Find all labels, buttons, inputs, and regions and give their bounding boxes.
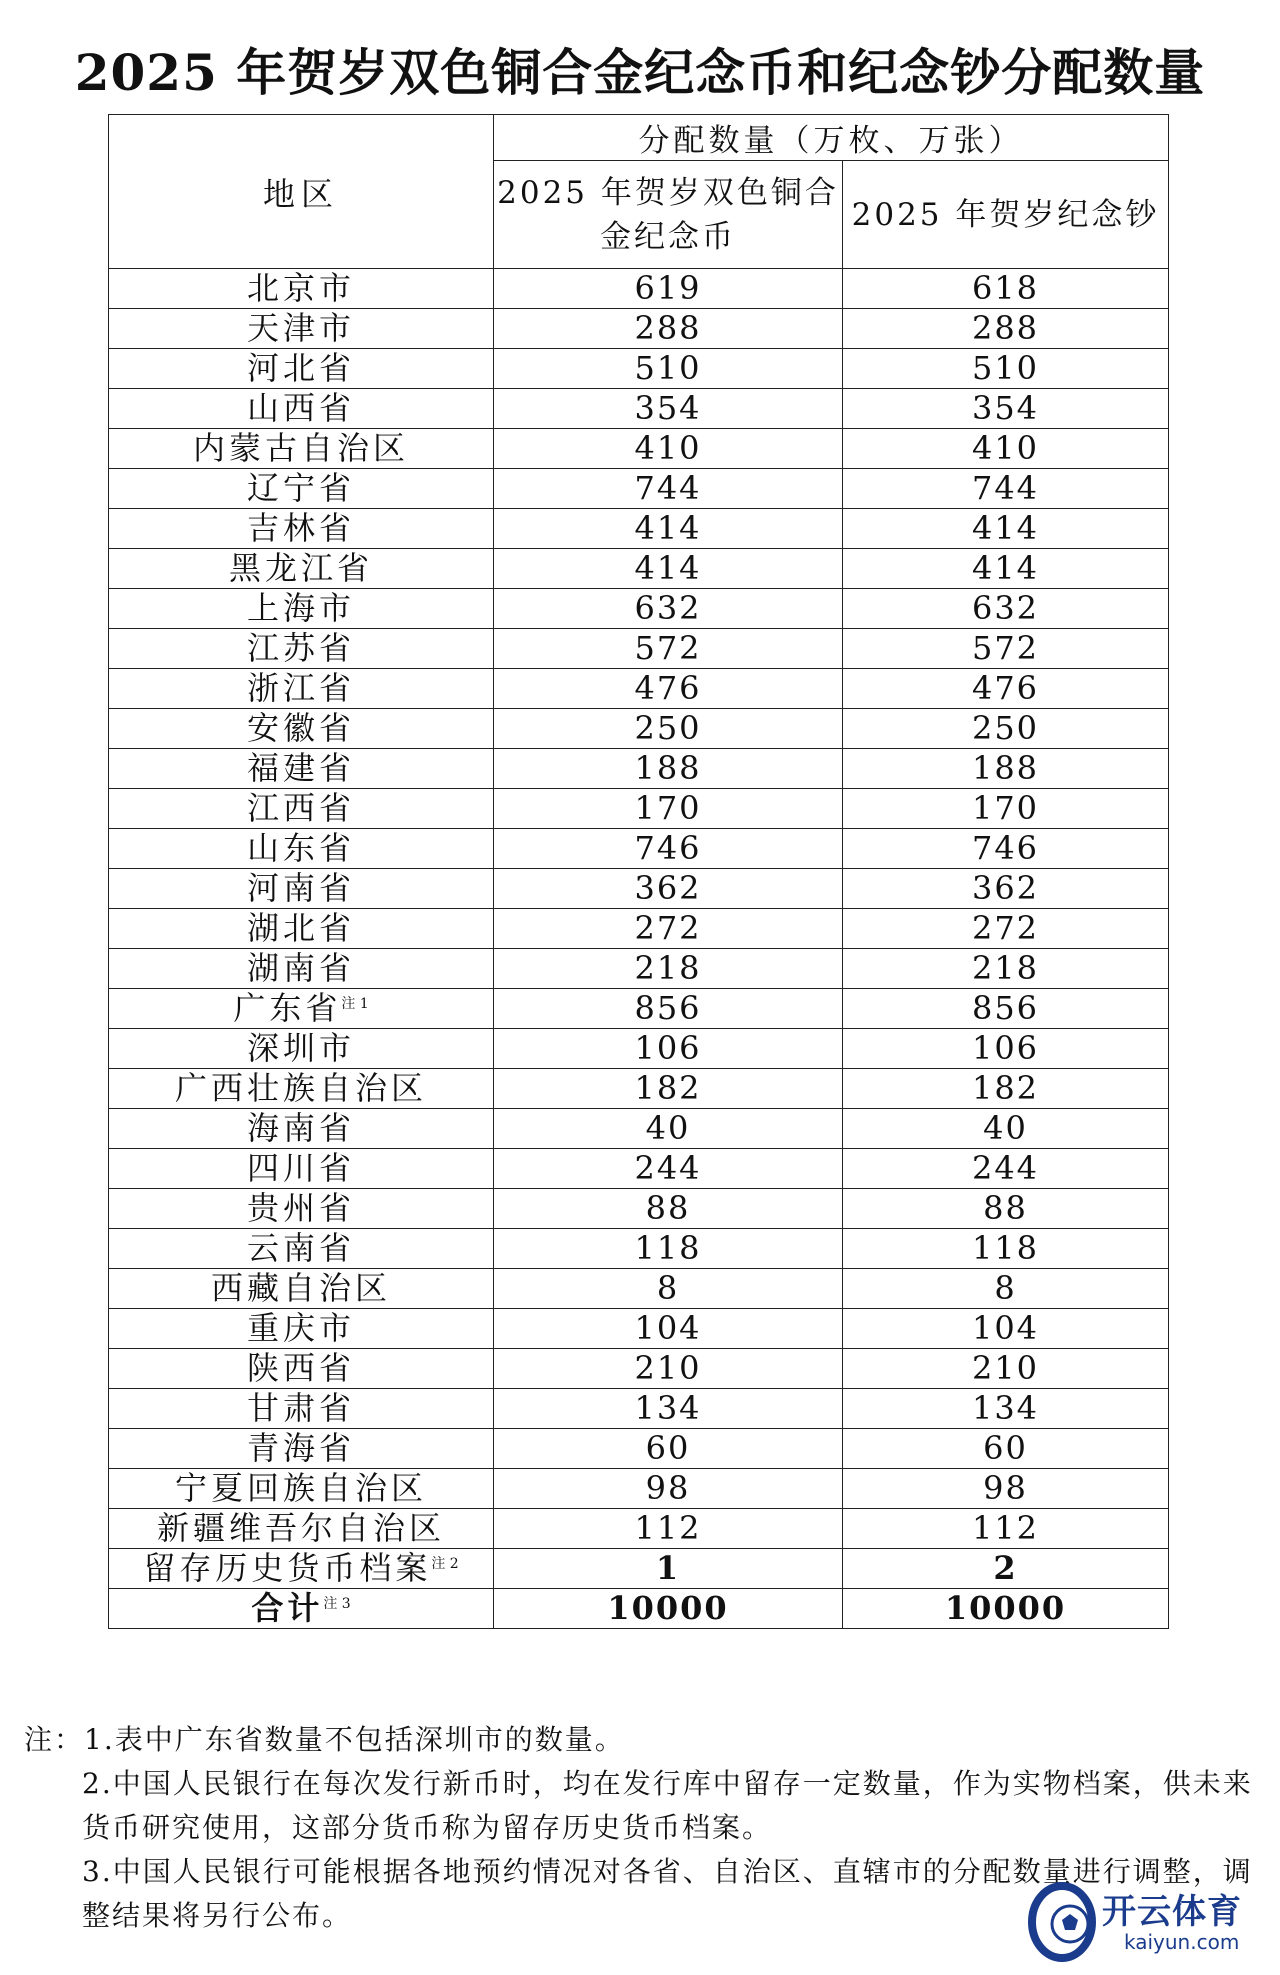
region-cell xyxy=(109,389,494,429)
table-row xyxy=(109,389,1169,429)
table-row xyxy=(109,1429,1169,1469)
table-row xyxy=(109,749,1169,789)
region-name: 合计 xyxy=(251,1589,324,1627)
banknote-quantity-cell: 118 xyxy=(843,1229,1169,1269)
region-name: 湖北省 xyxy=(246,909,355,947)
region-name: 四川省 xyxy=(246,1149,355,1187)
region-name: 河北省 xyxy=(246,349,355,387)
footnote-marker: 注 3 xyxy=(323,1596,351,1612)
footnote-3: 3.中国人民银行可能根据各地预约情况对各省、自治区、直辖市的分配数量进行调整，调整结果将另行公布。 xyxy=(82,1855,1253,1932)
coin-quantity-cell: 40 xyxy=(494,1109,843,1149)
banknote-quantity-cell: 210 xyxy=(843,1349,1169,1389)
region-name: 广东省 xyxy=(233,989,342,1027)
banknote-quantity-cell: 170 xyxy=(843,789,1169,829)
coin-quantity-cell: 510 xyxy=(494,349,843,389)
watermark-ball-icon xyxy=(1020,1878,1110,1968)
banknote-quantity-cell: 188 xyxy=(843,749,1169,789)
banknote-quantity-cell: 8 xyxy=(843,1269,1169,1309)
banknote-quantity-cell: 244 xyxy=(843,1149,1169,1189)
table-row xyxy=(109,1189,1169,1229)
region-name: 陕西省 xyxy=(246,1349,355,1387)
table-row xyxy=(109,349,1169,389)
coin-quantity-cell: 98 xyxy=(494,1469,843,1509)
region-name: 河南省 xyxy=(246,869,355,907)
region-cell xyxy=(109,1509,494,1549)
coin-quantity-cell: 118 xyxy=(494,1229,843,1269)
watermark-text: 开云体育 xyxy=(1102,1892,1242,1932)
coin-quantity-cell: 218 xyxy=(494,949,843,989)
region-cell xyxy=(109,949,494,989)
region-cell xyxy=(109,1069,494,1109)
region-cell xyxy=(109,469,494,509)
coin-quantity-cell: 572 xyxy=(494,629,843,669)
banknote-quantity-cell: 112 xyxy=(843,1509,1169,1549)
coin-quantity-cell: 10000 xyxy=(494,1589,843,1629)
table-row xyxy=(109,1309,1169,1349)
table-row xyxy=(109,1549,1169,1589)
region-name: 北京市 xyxy=(246,269,355,307)
region-name: 福建省 xyxy=(246,749,355,787)
region-cell xyxy=(109,1429,494,1469)
coin-quantity-cell: 182 xyxy=(494,1069,843,1109)
region-name: 江苏省 xyxy=(246,629,355,667)
table-row xyxy=(109,1349,1169,1389)
region-cell xyxy=(109,1309,494,1349)
table-row xyxy=(109,1469,1169,1509)
region-cell xyxy=(109,749,494,789)
region-cell xyxy=(109,549,494,589)
banknote-quantity-cell: 618 xyxy=(843,269,1169,309)
region-name: 甘肃省 xyxy=(246,1389,355,1427)
coin-quantity-cell: 744 xyxy=(494,469,843,509)
banknote-quantity-cell: 134 xyxy=(843,1389,1169,1429)
banknote-quantity-cell: 414 xyxy=(843,509,1169,549)
banknote-quantity-cell: 354 xyxy=(843,389,1169,429)
table-body xyxy=(109,269,1169,1629)
header-banknote: 2025 年贺岁纪念钞 xyxy=(843,161,1169,269)
banknote-quantity-cell: 410 xyxy=(843,429,1169,469)
banknote-quantity-cell: 106 xyxy=(843,1029,1169,1069)
banknote-quantity-cell: 250 xyxy=(843,709,1169,749)
coin-quantity-cell: 414 xyxy=(494,549,843,589)
banknote-quantity-cell: 288 xyxy=(843,309,1169,349)
banknote-quantity-cell: 572 xyxy=(843,629,1169,669)
table-row xyxy=(109,549,1169,589)
table-row xyxy=(109,309,1169,349)
table-row xyxy=(109,469,1169,509)
coin-quantity-cell: 746 xyxy=(494,829,843,869)
region-cell xyxy=(109,1269,494,1309)
footnote-2: 2.中国人民银行在每次发行新币时，均在发行库中留存一定数量，作为实物档案，供未来货币研究使用，这部分货币称为留存历史货币档案。 xyxy=(82,1767,1253,1844)
region-cell xyxy=(109,1349,494,1389)
banknote-quantity-cell: 218 xyxy=(843,949,1169,989)
region-cell xyxy=(109,349,494,389)
footnote-1: 注：1.表中广东省数量不包括深圳市的数量。 xyxy=(24,1723,625,1756)
table-row xyxy=(109,1149,1169,1189)
coin-quantity-cell: 104 xyxy=(494,1309,843,1349)
region-name: 留存历史货币档案 xyxy=(143,1549,432,1587)
region-name: 贵州省 xyxy=(246,1189,355,1227)
coin-quantity-cell: 1 xyxy=(494,1549,843,1589)
header-region: 地区 xyxy=(109,115,494,269)
region-name: 江西省 xyxy=(246,789,355,827)
region-cell xyxy=(109,309,494,349)
watermark-url: kaiyun.com xyxy=(1124,1930,1240,1954)
region-name: 浙江省 xyxy=(246,669,355,707)
coin-quantity-cell: 106 xyxy=(494,1029,843,1069)
region-name: 辽宁省 xyxy=(246,469,355,507)
coin-quantity-cell: 250 xyxy=(494,709,843,749)
region-name: 安徽省 xyxy=(246,709,355,747)
banknote-quantity-cell: 632 xyxy=(843,589,1169,629)
region-cell xyxy=(109,869,494,909)
banknote-quantity-cell: 88 xyxy=(843,1189,1169,1229)
table-row xyxy=(109,1069,1169,1109)
footnote-marker: 注 2 xyxy=(431,1556,459,1572)
table-row xyxy=(109,429,1169,469)
coin-quantity-cell: 362 xyxy=(494,869,843,909)
banknote-quantity-cell: 510 xyxy=(843,349,1169,389)
coin-quantity-cell: 170 xyxy=(494,789,843,829)
banknote-quantity-cell: 414 xyxy=(843,549,1169,589)
coin-quantity-cell: 8 xyxy=(494,1269,843,1309)
banknote-quantity-cell: 104 xyxy=(843,1309,1169,1349)
table-row xyxy=(109,949,1169,989)
region-cell xyxy=(109,1549,494,1589)
coin-quantity-cell: 112 xyxy=(494,1509,843,1549)
banknote-quantity-cell: 98 xyxy=(843,1469,1169,1509)
region-name: 云南省 xyxy=(246,1229,355,1267)
table-row xyxy=(109,829,1169,869)
table-row xyxy=(109,1109,1169,1149)
banknote-quantity-cell: 746 xyxy=(843,829,1169,869)
region-name: 海南省 xyxy=(246,1109,355,1147)
region-cell xyxy=(109,1109,494,1149)
coin-quantity-cell: 476 xyxy=(494,669,843,709)
region-name: 宁夏回族自治区 xyxy=(174,1469,427,1507)
coin-quantity-cell: 88 xyxy=(494,1189,843,1229)
region-cell xyxy=(109,909,494,949)
table-row xyxy=(109,869,1169,909)
banknote-quantity-cell: 60 xyxy=(843,1429,1169,1469)
table-row xyxy=(109,629,1169,669)
region-cell xyxy=(109,829,494,869)
banknote-quantity-cell: 2 xyxy=(843,1549,1169,1589)
table-row xyxy=(109,709,1169,749)
banknote-quantity-cell: 362 xyxy=(843,869,1169,909)
region-cell xyxy=(109,789,494,829)
coin-quantity-cell: 414 xyxy=(494,509,843,549)
region-cell xyxy=(109,509,494,549)
region-name: 青海省 xyxy=(246,1429,355,1467)
coin-quantity-cell: 244 xyxy=(494,1149,843,1189)
region-cell xyxy=(109,669,494,709)
table-row xyxy=(109,989,1169,1029)
region-name: 新疆维吾尔自治区 xyxy=(156,1509,445,1547)
region-name: 黑龙江省 xyxy=(228,549,373,587)
region-name: 湖南省 xyxy=(246,949,355,987)
table-row xyxy=(109,1269,1169,1309)
region-cell xyxy=(109,1189,494,1229)
region-cell xyxy=(109,1229,494,1269)
coin-quantity-cell: 856 xyxy=(494,989,843,1029)
region-name: 深圳市 xyxy=(246,1029,355,1067)
table-row xyxy=(109,1029,1169,1069)
region-cell xyxy=(109,1029,494,1069)
region-name: 广西壮族自治区 xyxy=(174,1069,427,1107)
banknote-quantity-cell: 476 xyxy=(843,669,1169,709)
coin-quantity-cell: 632 xyxy=(494,589,843,629)
region-cell xyxy=(109,629,494,669)
banknote-quantity-cell: 40 xyxy=(843,1109,1169,1149)
table-row xyxy=(109,1509,1169,1549)
banknote-quantity-cell: 272 xyxy=(843,909,1169,949)
region-cell xyxy=(109,709,494,749)
coin-quantity-cell: 210 xyxy=(494,1349,843,1389)
footnote-marker: 注 1 xyxy=(341,996,369,1012)
region-name: 吉林省 xyxy=(246,509,355,547)
table-row xyxy=(109,269,1169,309)
table-row xyxy=(109,509,1169,549)
coin-quantity-cell: 410 xyxy=(494,429,843,469)
watermark-logo xyxy=(1020,1878,1260,1968)
banknote-quantity-cell: 744 xyxy=(843,469,1169,509)
coin-quantity-cell: 272 xyxy=(494,909,843,949)
region-name: 天津市 xyxy=(246,309,355,347)
coin-quantity-cell: 354 xyxy=(494,389,843,429)
header-coin: 2025 年贺岁双色铜合金纪念币 xyxy=(494,161,843,269)
table-row xyxy=(109,789,1169,829)
region-name: 内蒙古自治区 xyxy=(192,429,409,467)
banknote-quantity-cell: 856 xyxy=(843,989,1169,1029)
region-name: 重庆市 xyxy=(246,1309,355,1347)
coin-quantity-cell: 60 xyxy=(494,1429,843,1469)
region-cell xyxy=(109,1589,494,1629)
region-cell xyxy=(109,429,494,469)
table-row xyxy=(109,669,1169,709)
region-name: 山东省 xyxy=(246,829,355,867)
region-cell xyxy=(109,589,494,629)
region-cell xyxy=(109,989,494,1029)
header-quantity-group: 分配数量（万枚、万张） xyxy=(494,115,1169,161)
coin-quantity-cell: 134 xyxy=(494,1389,843,1429)
region-name: 山西省 xyxy=(246,389,355,427)
region-cell xyxy=(109,1469,494,1509)
banknote-quantity-cell: 10000 xyxy=(843,1589,1169,1629)
coin-quantity-cell: 288 xyxy=(494,309,843,349)
coin-quantity-cell: 188 xyxy=(494,749,843,789)
table-row xyxy=(109,589,1169,629)
region-name: 西藏自治区 xyxy=(210,1269,391,1307)
region-name: 上海市 xyxy=(246,589,355,627)
table-row xyxy=(109,1229,1169,1269)
banknote-quantity-cell: 182 xyxy=(843,1069,1169,1109)
region-cell xyxy=(109,1389,494,1429)
table-row xyxy=(109,1589,1169,1629)
allocation-table xyxy=(108,114,1169,1629)
region-cell xyxy=(109,269,494,309)
table-row xyxy=(109,1389,1169,1429)
region-cell xyxy=(109,1149,494,1189)
document-title: 2025 年贺岁双色铜合金纪念币和纪念钞分配数量 xyxy=(74,43,1206,102)
coin-quantity-cell: 619 xyxy=(494,269,843,309)
table-row xyxy=(109,909,1169,949)
